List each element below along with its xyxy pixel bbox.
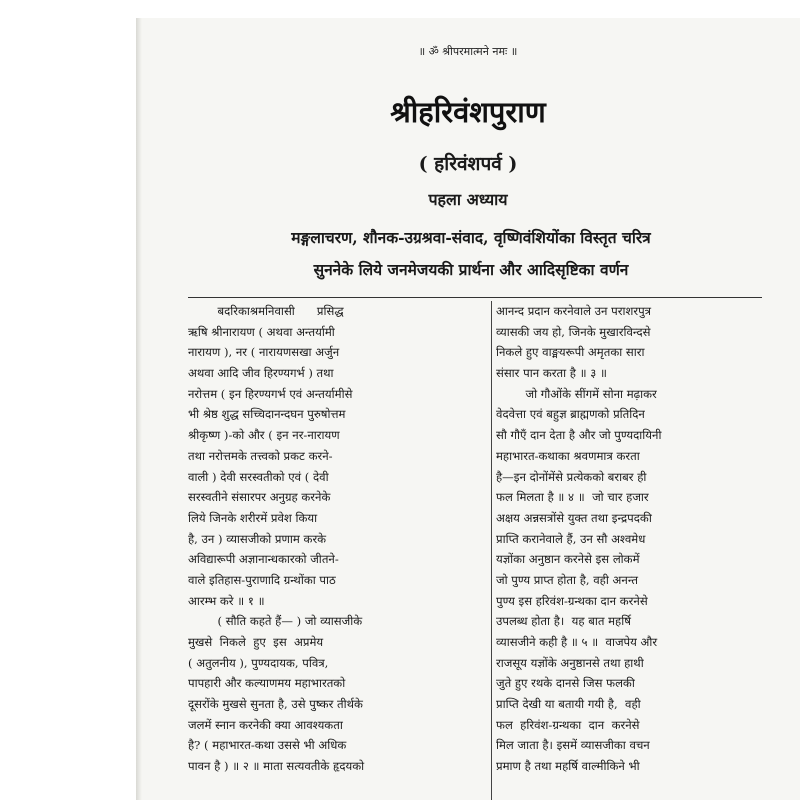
right-text-column	[496, 301, 766, 777]
text-line: है—इन दोनोंमेंसे प्रत्येकको बराबर ही	[496, 469, 647, 484]
text-line: प्राप्ति देखी या बतायी गयी है, वही	[496, 697, 641, 712]
text-line: जो पुण्य प्राप्त होता है, वही अनन्त	[496, 572, 639, 587]
text-line: श्रीकृष्ण )-को और ( इन नर-नारायण	[188, 428, 340, 443]
chapter-summary-line: सुननेके लिये जनमेजयकी प्रार्थना और आदिसृष्टिका वर्णन	[313, 260, 629, 279]
text-line: ( सौति कहते हैं— ) जो व्यासजीके	[188, 614, 363, 629]
text-line: आनन्द प्रदान करनेवाले उन पराशरपुत्र	[496, 304, 652, 318]
book-page	[136, 18, 800, 800]
chapter-heading: पहला अध्याय	[428, 190, 508, 209]
text-line: आरम्भ करे ॥ १ ॥	[188, 593, 265, 608]
page-title: श्रीहरिवंशपुराण	[390, 95, 546, 129]
text-line: सौ गौएँ दान देता है और जो पुण्यदायिनी	[496, 428, 662, 443]
divider-rule	[188, 297, 762, 298]
text-line: ऋषि श्रीनारायण ( अथवा अन्तर्यामी	[188, 324, 335, 339]
text-line: जुते हुए रथके दानसे जिस फलकी	[496, 676, 635, 691]
text-line: लिये जिनके शरीरमें प्रवेश किया	[188, 510, 318, 525]
text-line: पुण्य इस हरिवंश-ग्रन्थका दान करनेसे	[496, 593, 648, 608]
text-line: जो गौओंके सींगमें सोना मढ़ाकर	[496, 386, 657, 401]
text-line: महाभारत-कथाका श्रवणमात्र करता	[496, 448, 640, 463]
invocation-line: ॥ ॐ श्रीपरमात्मने नमः ॥	[418, 45, 518, 58]
text-line: बदरिकाश्रमनिवासी प्रसिद्ध	[188, 304, 344, 318]
text-line: दूसरोंके मुखसे सुनता है, उसे पुष्कर तीर्थके	[188, 697, 363, 712]
text-line: है? ( महाभारत-कथा उससे भी अधिक	[188, 738, 347, 753]
column-divider	[491, 301, 492, 800]
chapter-summary-line: मङ्गलाचरण, शौनक-उग्रश्रवा-संवाद, वृष्णिवंशियोंका विस्तृत चरित्र	[291, 228, 651, 247]
text-line: मुखसे निकले हुए इस अप्रमेय	[188, 635, 324, 649]
text-line: तथा नरोत्तमके तत्त्वको प्रकट करने-	[188, 448, 333, 463]
text-line: भी श्रेष्ठ शुद्ध सच्चिदानन्दघन पुरुषोत्तम	[188, 407, 346, 422]
text-line: फल मिलता है ॥ ४ ॥ जो चार हजार	[496, 490, 649, 505]
text-line: वाले इतिहास-पुराणादि ग्रन्थोंका पाठ	[188, 572, 336, 587]
text-line: प्राप्ति करानेवाले हैं, उन सौ अश्वमेध	[496, 531, 646, 546]
text-line: है, उन ) व्यासजीको प्रणाम करके	[188, 531, 327, 546]
text-line: अथवा आदि जीव हिरण्यगर्भ ) तथा	[188, 366, 334, 381]
text-line: व्यासजीने कही है ॥ ५ ॥ वाजपेय और	[496, 635, 658, 649]
chapter-summary	[176, 222, 766, 286]
text-line: अविद्यारूपी अज्ञानान्धकारको जीतने-	[188, 552, 339, 567]
text-line: यज्ञोंका अनुष्ठान करनेसे इस लोकमें	[496, 552, 640, 567]
text-line: सरस्वतीने संसारपर अनुग्रह करनेके	[188, 490, 331, 505]
text-line: वाली ) देवी सरस्वतीको एवं ( देवी	[188, 469, 329, 484]
text-line: फल हरिवंश-ग्रन्थका दान करनेसे	[496, 717, 640, 732]
text-line: अक्षय अन्नसत्रोंसे युक्त तथा इन्द्रपदकी	[496, 510, 652, 525]
text-line: नरोत्तम ( इन हिरण्यगर्भ एवं अन्तर्यामीसे	[188, 386, 353, 401]
text-line: प्रमाण है तथा महर्षि वाल्मीकिने भी	[496, 759, 640, 774]
text-line: पावन है ) ॥ २ ॥ माता सत्यवतीके हृदयको	[188, 759, 365, 774]
text-line: निकले हुए वाङ्मयरूपी अमृतका सारा	[496, 345, 645, 360]
page-subtitle: ( हरिवंशपर्व )	[418, 153, 518, 175]
text-line: मिल जाता है। इसमें व्यासजीका वचन	[496, 738, 650, 753]
text-line: राजसूय यज्ञोंके अनुष्ठानसे तथा हाथी	[496, 655, 644, 670]
text-line: ( अतुलनीय ), पुण्यदायक, पवित्र,	[188, 655, 329, 670]
text-line: व्यासकी जय हो, जिनके मुखारविन्दसे	[496, 324, 651, 339]
text-line: वेदवेत्ता एवं बहुज्ञ ब्राह्मणको प्रतिदिन	[496, 407, 645, 422]
text-line: पापहारी और कल्याणमय महाभारतको	[188, 676, 346, 691]
text-line: जलमें स्नान करनेकी क्या आवश्यकता	[188, 717, 343, 732]
text-line: संसार पान करता है ॥ ३ ॥	[496, 366, 607, 381]
text-line: नारायण ), नर ( नारायणसखा अर्जुन	[188, 345, 340, 360]
left-text-column	[188, 301, 488, 777]
text-line: उपलब्ध होता है। यह बात महर्षि	[496, 614, 631, 629]
